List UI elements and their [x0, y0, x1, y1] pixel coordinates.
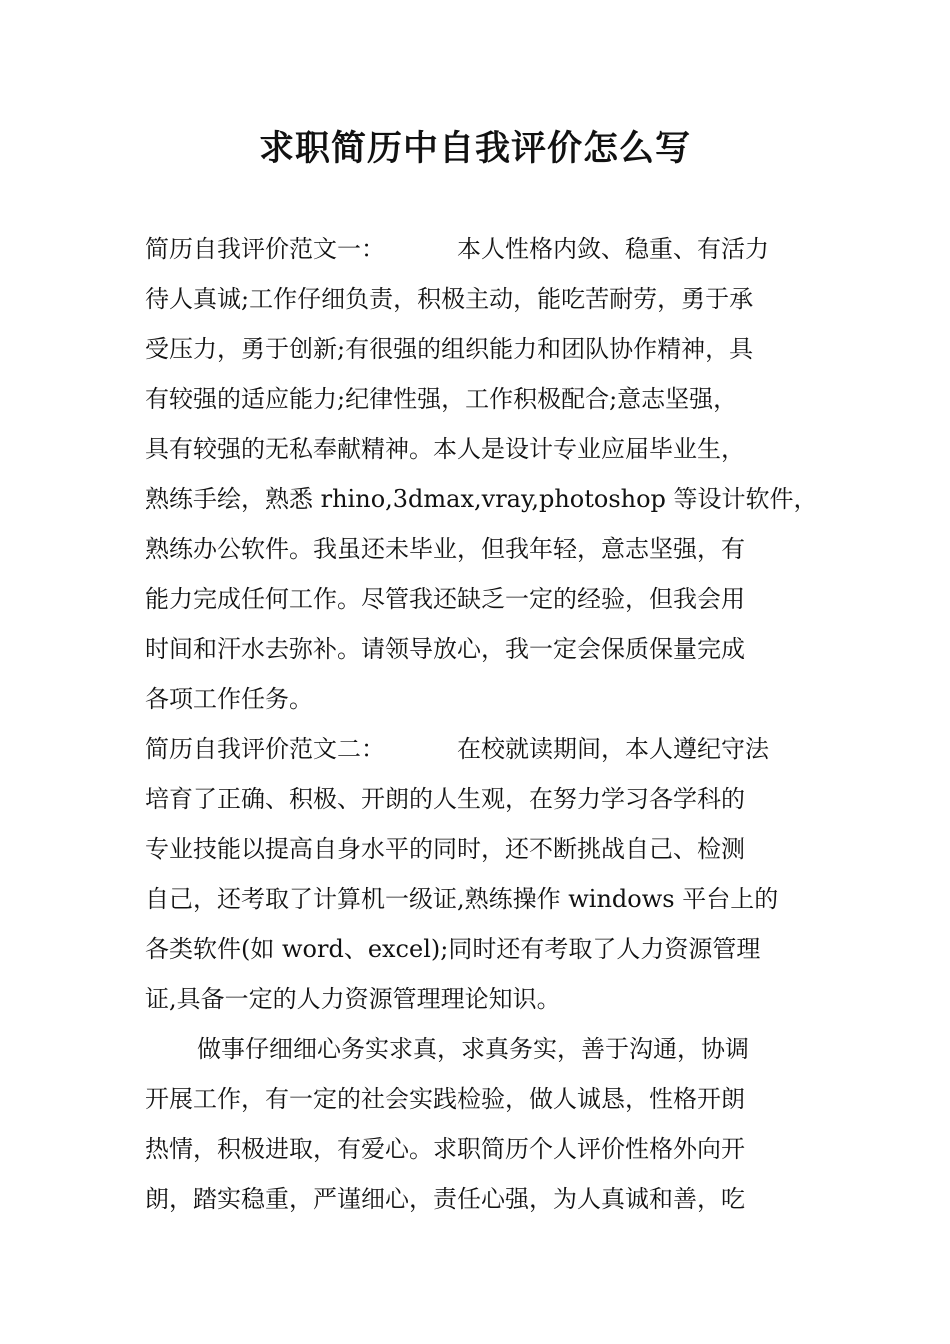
- text-line: 待人真诚;工作仔细负责，积极主动，能吃苦耐劳，勇于承: [145, 285, 754, 313]
- document-body: [145, 224, 825, 1224]
- text-line: 熟练办公软件。我虽还未毕业，但我年轻，意志坚强，有: [145, 535, 745, 563]
- text-line: 朗，踏实稳重，严谨细心，责任心强，为人真诚和善，吃: [145, 1185, 745, 1213]
- text-line: 具有较强的无私奉献精神。本人是设计专业应届毕业生，: [145, 435, 745, 463]
- text-line: 证,具备一定的人力资源管理理论知识。: [145, 985, 561, 1013]
- text-line: 受压力，勇于创新;有很强的组织能力和团队协作精神，具: [145, 335, 754, 363]
- text-line: [145, 724, 825, 774]
- text-line: 时间和汗水去弥补。请领导放心，我一定会保质保量完成: [145, 635, 745, 663]
- section-label: 简历自我评价范文一：: [145, 235, 385, 263]
- text-line: 专业技能以提高自身水平的同时，还不断挑战自己、检测: [145, 835, 745, 863]
- page-title: 求职简历中自我评价怎么写: [258, 129, 691, 169]
- text-line: 熟练手绘，熟悉 rhino,3dmax,vray,photoshop 等设计软件，: [145, 485, 818, 513]
- text-line: 做事仔细细心务实求真，求真务实，善于沟通，协调: [197, 1035, 749, 1063]
- text-line: 热情，积极进取，有爱心。求职简历个人评价性格外向开: [145, 1135, 745, 1163]
- text-line: 有较强的适应能力;纪律性强，工作积极配合;意志坚强，: [145, 385, 738, 413]
- text-line: [145, 224, 825, 274]
- text-line: 开展工作，有一定的社会实践检验，做人诚恳，性格开朗: [145, 1085, 745, 1113]
- line-text: 本人性格内敛、稳重、有活力: [457, 235, 769, 263]
- text-line: 能力完成任何工作。尽管我还缺乏一定的经验，但我会用: [145, 585, 745, 613]
- text-line: 培育了正确、积极、开朗的人生观，在努力学习各学科的: [145, 785, 745, 813]
- text-line: 自己，还考取了计算机一级证,熟练操作 windows 平台上的: [145, 885, 779, 913]
- line-text: 在校就读期间，本人遵纪守法: [457, 735, 769, 763]
- text-line: 各项工作任务。: [145, 685, 313, 713]
- section-label: 简历自我评价范文二：: [145, 735, 385, 763]
- text-line: 各类软件(如 word、excel);同时还有考取了人力资源管理: [145, 935, 761, 963]
